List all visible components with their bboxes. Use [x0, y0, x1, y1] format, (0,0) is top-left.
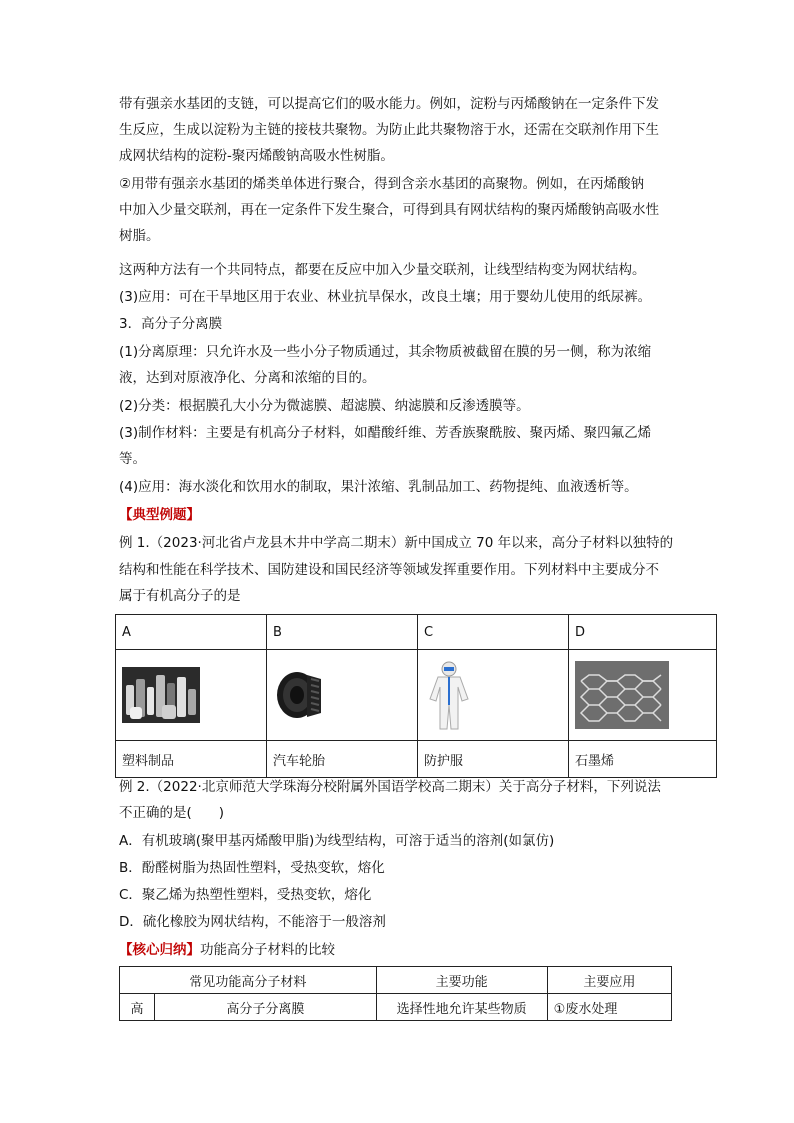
paragraph-line: 生反应，生成以淀粉为主链的接枝共聚物。为防止此共聚物溶于水，还需在交联剂作用下生: [119, 122, 659, 138]
paragraph-line: 中加入少量交联剂，再在一定条件下发生聚合，可得到具有网状结构的聚丙烯酸钠高吸水性: [119, 202, 659, 218]
option-image-cell: [116, 650, 267, 741]
section-heading: 【典型例题】: [119, 507, 200, 523]
table-cell: 高: [120, 994, 155, 1021]
paragraph-line: (2)分类：根据膜孔大小分为微滤膜、超滤膜、纳滤膜和反渗透膜等。: [119, 398, 530, 414]
core-summary-line: [119, 937, 679, 963]
table-header: 主要应用: [547, 967, 671, 994]
paragraph-line: (3)制作材料：主要是有机高分子材料，如醋酸纤维、芳香族聚酰胺、聚丙烯、聚四氟乙烯: [119, 425, 652, 441]
example1-line: 属于有机高分子的是: [119, 588, 241, 604]
core-summary-title: 功能高分子材料的比较: [200, 942, 335, 958]
paragraph-line: 等。: [119, 451, 146, 467]
paragraph-line: (1)分离原理：只允许水及一些小分子物质通过，其余物质被截留在膜的另一侧，称为浓缩: [119, 344, 652, 360]
option-letter: D: [569, 615, 717, 650]
table-header: 常见功能高分子材料: [120, 967, 377, 994]
option-image-cell: [418, 650, 569, 741]
comparison-table: [119, 966, 672, 1021]
paragraph-line: 这两种方法有一个共同特点，都要在反应中加入少量交联剂，让线型结构变为网状结构。: [119, 262, 646, 278]
option-name: 塑料制品: [116, 741, 267, 778]
example1-line: 例 1.（2023·河北省卢龙县木井中学高二期末）新中国成立 70 年以来，高分子材料以独特的: [119, 535, 674, 551]
paragraph-line: 树脂。: [119, 228, 160, 244]
choice-b: B．酚醛树脂为热固性塑料，受热变软，熔化: [119, 860, 385, 876]
paragraph-line: ②用带有强亲水基团的烯类单体进行聚合，得到含亲水基团的高聚物。例如，在丙烯酸钠: [119, 176, 645, 192]
paragraph-line: (3)应用：可在干旱地区用于农业、林业抗旱保水，改良土壤；用于婴幼儿使用的纸尿裤。: [119, 289, 652, 305]
choice-a: A．有机玻璃(聚甲基丙烯酸甲脂)为线型结构，可溶于适当的溶剂(如氯仿): [119, 833, 555, 849]
paragraph-line: 成网状结构的淀粉-聚丙烯酸钠高吸水性树脂。: [119, 148, 394, 164]
paragraph-line: 带有强亲水基团的支链，可以提高它们的吸水能力。例如，淀粉与丙烯酸钠在一定条件下发: [119, 96, 659, 112]
table-cell: 高分子分离膜: [155, 994, 377, 1021]
example2-line: 例 2.（2022·北京师范大学珠海分校附属外国语学校高二期末）关于高分子材料，下列说法: [119, 779, 661, 795]
tire-icon: [273, 669, 325, 721]
option-letter: B: [267, 615, 418, 650]
graphene-icon: [575, 661, 669, 729]
paragraph-line: (4)应用：海水淡化和饮用水的制取，果汁浓缩、乳制品加工、药物提纯、血液透析等。: [119, 479, 638, 495]
option-image-cell: [267, 650, 418, 741]
options-table: [115, 614, 717, 778]
choice-c: C．聚乙烯为热塑性塑料，受热变软，熔化: [119, 887, 372, 903]
option-name: 汽车轮胎: [267, 741, 418, 778]
choice-d: D．硫化橡胶为网状结构，不能溶于一般溶剂: [119, 914, 386, 930]
plastic-bottles-icon: [122, 667, 200, 723]
option-letter: C: [418, 615, 569, 650]
protective-suit-icon: [424, 659, 474, 731]
option-name: 石墨烯: [569, 741, 717, 778]
option-image-cell: [569, 650, 717, 741]
table-header: 主要功能: [376, 967, 547, 994]
paragraph-line: 液，达到对原液净化、分离和浓缩的目的。: [119, 370, 376, 386]
example1-line: 结构和性能在科学技术、国防建设和国民经济等领域发挥重要作用。下列材料中主要成分不: [119, 562, 659, 578]
table-cell: ①废水处理: [547, 994, 671, 1021]
example2-line: 不正确的是( ): [119, 805, 225, 821]
option-name: 防护服: [418, 741, 569, 778]
subsection-title: 3．高分子分离膜: [119, 316, 223, 332]
table-cell: 选择性地允许某些物质: [376, 994, 547, 1021]
option-letter: A: [116, 615, 267, 650]
core-summary-tag: 【核心归纳】: [119, 942, 200, 958]
